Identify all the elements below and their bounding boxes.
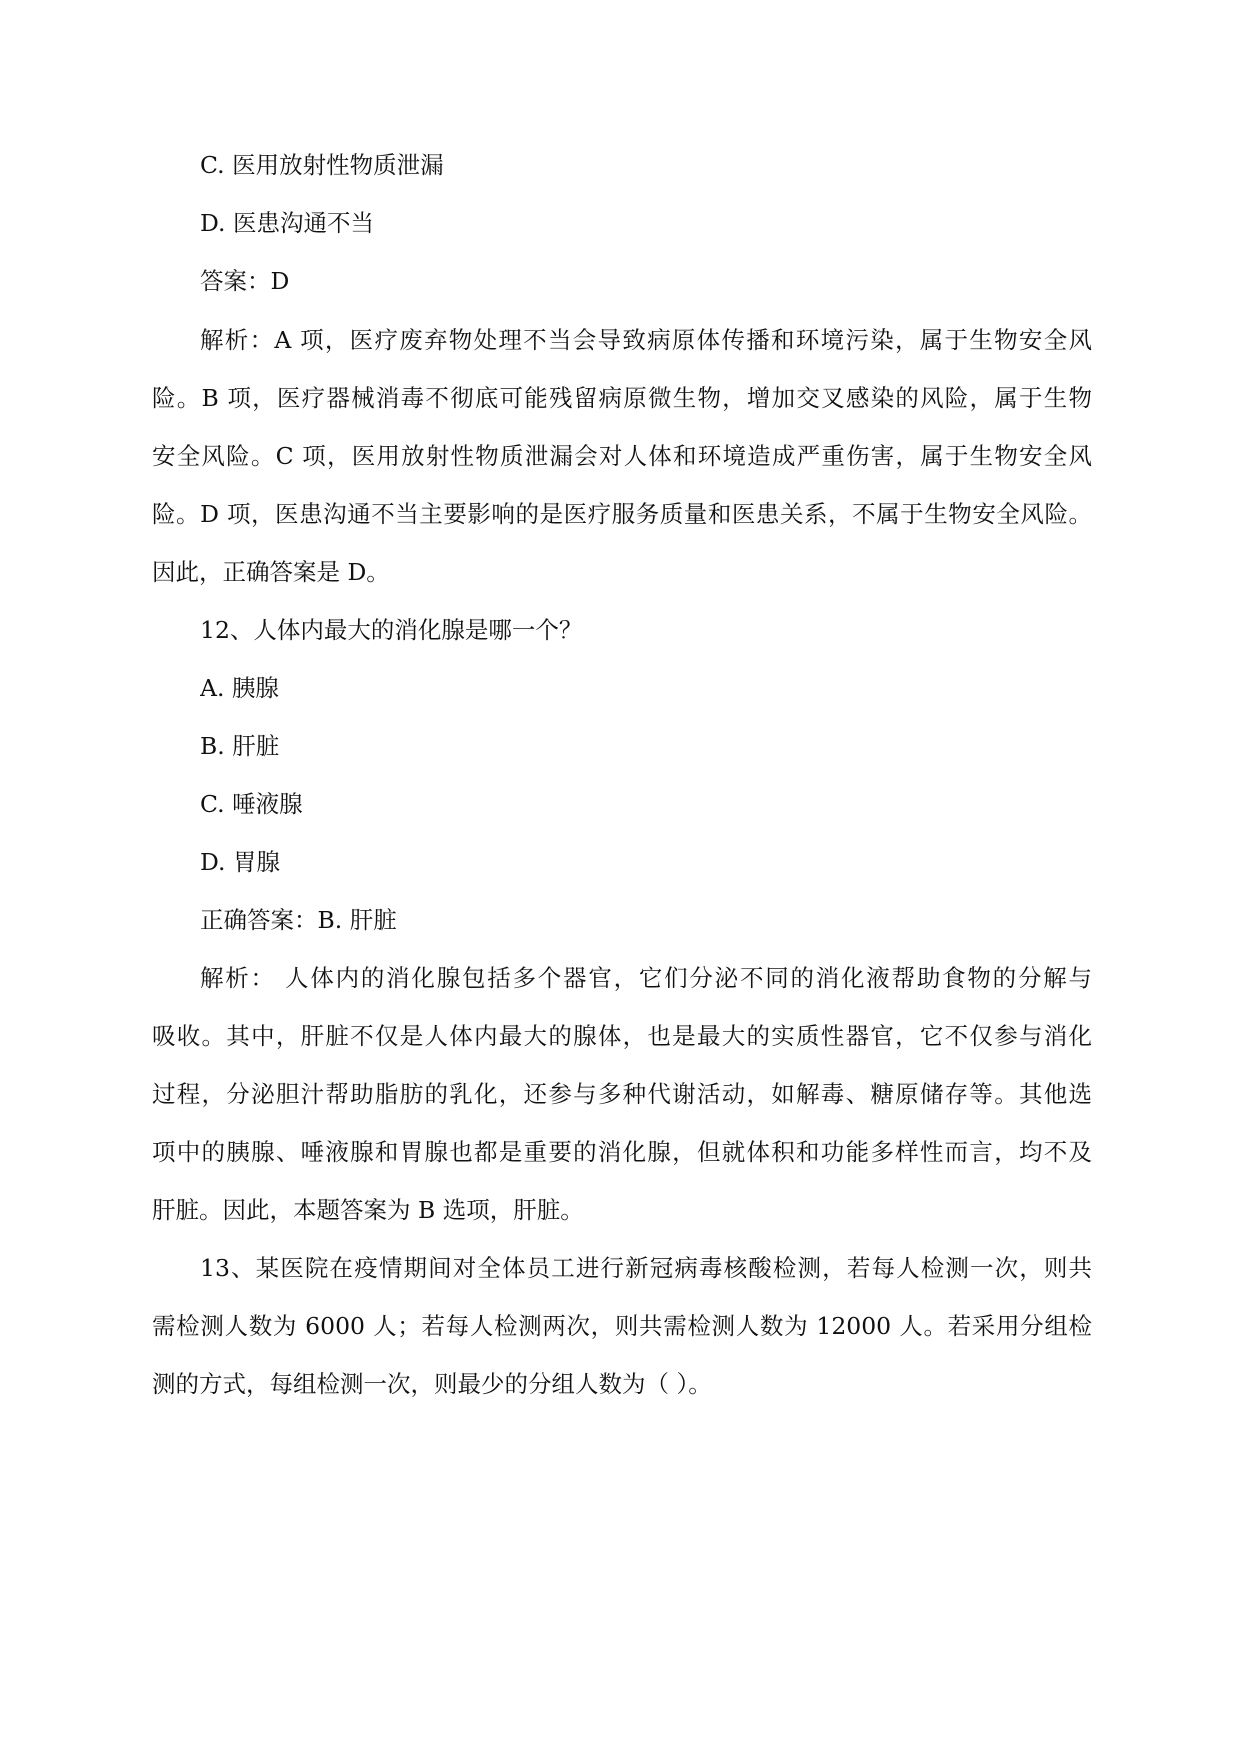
q12-option-b: B. 肝脏 (200, 732, 280, 760)
q12-analysis-line: 项中的胰腺、唾液腺和胃腺也都是重要的消化腺，但就体积和功能多样性而言，均不及 (152, 1138, 1092, 1166)
q12-option-c: C. 唾液腺 (200, 790, 303, 818)
q12-answer: 正确答案：B. 肝脏 (200, 906, 397, 934)
q12-option-a: A. 胰腺 (200, 674, 279, 702)
q12-analysis-line: 解析： 人体内的消化腺包括多个器官，它们分泌不同的消化液帮助食物的分解与 (200, 964, 1092, 992)
q11-answer: 答案：D (200, 267, 290, 295)
q13-question-line: 需检测人数为 6000 人；若每人检测两次，则共需检测人数为 12000 人。若采用分组检 (152, 1312, 1092, 1340)
q11-analysis-line: 险。D 项，医患沟通不当主要影响的是医疗服务质量和医患关系，不属于生物安全风险。 (152, 500, 1092, 528)
q11-analysis-line: 险。B 项，医疗器械消毒不彻底可能残留病原微生物，增加交叉感染的风险，属于生物 (152, 384, 1092, 412)
q13-question-line: 测的方式，每组检测一次，则最少的分组人数为（ ）。 (152, 1370, 712, 1398)
q11-analysis-line: 因此，正确答案是 D。 (152, 558, 390, 586)
q12-analysis-line: 吸收。其中，肝脏不仅是人体内最大的腺体，也是最大的实质性器官，它不仅参与消化 (152, 1022, 1092, 1050)
q11-option-c: C. 医用放射性物质泄漏 (200, 151, 444, 179)
q13-question-line: 13、某医院在疫情期间对全体员工进行新冠病毒核酸检测，若每人检测一次，则共 (200, 1254, 1092, 1282)
q11-analysis-line: 安全风险。C 项，医用放射性物质泄漏会对人体和环境造成严重伤害，属于生物安全风 (152, 442, 1092, 470)
q12-analysis-line: 肝脏。因此，本题答案为 B 选项，肝脏。 (152, 1196, 584, 1224)
q12-question: 12、人体内最大的消化腺是哪一个？ (200, 616, 583, 644)
q12-analysis-line: 过程，分泌胆汁帮助脂肪的乳化，还参与多种代谢活动，如解毒、糖原储存等。其他选 (152, 1080, 1092, 1108)
q11-option-d: D. 医患沟通不当 (200, 209, 374, 237)
q11-analysis-line: 解析：A 项，医疗废弃物处理不当会导致病原体传播和环境污染，属于生物安全风 (200, 326, 1092, 354)
q12-option-d: D. 胃腺 (200, 848, 280, 876)
